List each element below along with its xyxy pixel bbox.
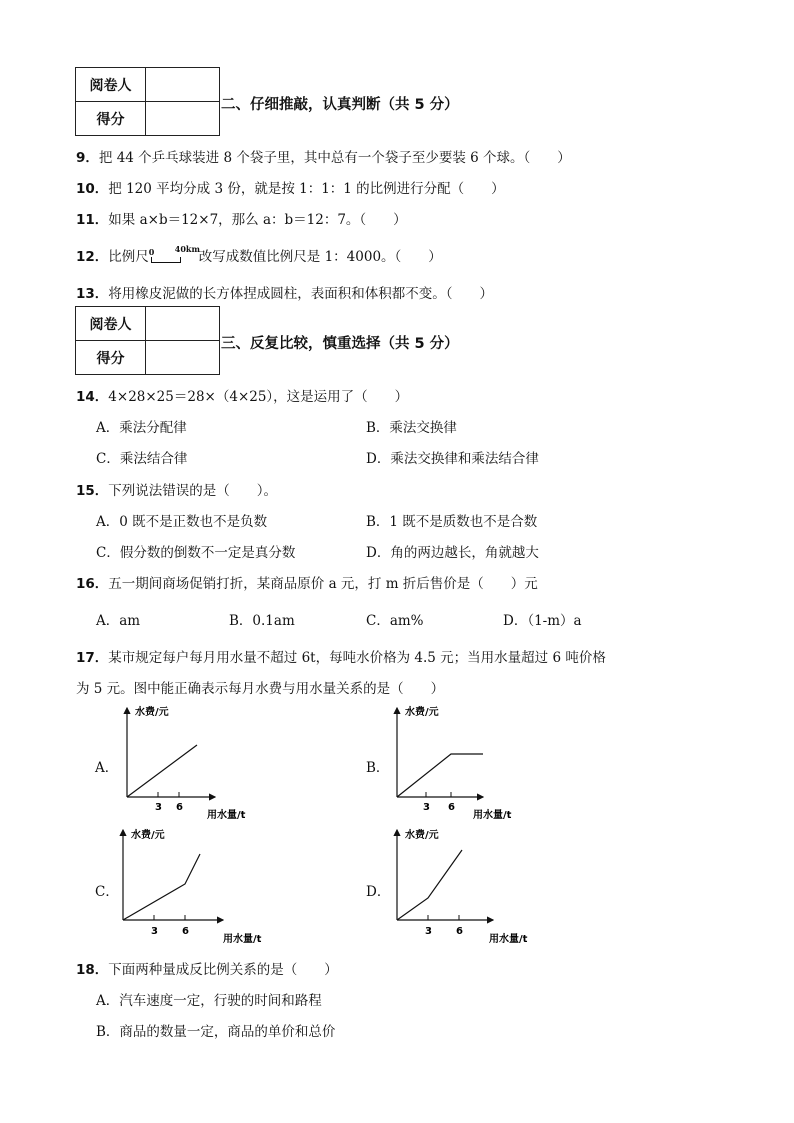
q14-option-b[interactable]: B．乘法交换律 bbox=[366, 420, 457, 436]
q15-option-d[interactable]: D．角的两边越长，角就越大 bbox=[366, 545, 539, 561]
q17-option-d[interactable]: D． bbox=[366, 884, 391, 900]
graph-d-tick-6: 6 bbox=[456, 926, 463, 937]
graph-d[interactable] bbox=[385, 824, 555, 949]
reviewer-cell[interactable] bbox=[146, 68, 220, 102]
score-table-section2 bbox=[75, 67, 220, 136]
graph-b-line bbox=[397, 754, 483, 797]
reviewer-cell[interactable] bbox=[146, 307, 220, 341]
graph-d-line bbox=[397, 850, 462, 920]
graph-d-tick-3: 3 bbox=[425, 926, 432, 937]
score-label: 得分 bbox=[76, 341, 146, 375]
q16-option-d[interactable]: D．（1-m）a bbox=[503, 613, 582, 629]
q14-option-c[interactable]: C．乘法结合律 bbox=[96, 451, 188, 467]
scale-distance: 40km bbox=[174, 243, 200, 254]
reviewer-label: 阅卷人 bbox=[76, 68, 146, 102]
graph-b-ylabel: 水费/元 bbox=[405, 707, 439, 718]
graph-d-xlabel: 用水量/t bbox=[489, 934, 528, 945]
question-10: 10．把 120 平均分成 3 份，就是按 1：1：1 的比例进行分配（ ） bbox=[76, 181, 505, 197]
q17-option-b[interactable]: B． bbox=[366, 760, 390, 776]
graph-a-xlabel: 用水量/t bbox=[207, 810, 246, 821]
graph-a-tick-3: 3 bbox=[155, 802, 162, 813]
q14-option-d[interactable]: D．乘法交换律和乘法结合律 bbox=[366, 451, 539, 467]
graph-a[interactable] bbox=[115, 700, 275, 825]
graph-a-ylabel: 水费/元 bbox=[135, 707, 169, 718]
graph-b-xlabel: 用水量/t bbox=[473, 810, 512, 821]
question-16: 16．五一期间商场促销打折，某商品原价 a 元，打 m 折后售价是（ ）元 bbox=[76, 576, 538, 592]
q16-option-b[interactable]: B．0.1am bbox=[229, 613, 295, 629]
graph-c-line bbox=[123, 854, 200, 920]
graph-c-tick-3: 3 bbox=[151, 926, 158, 937]
reviewer-label: 阅卷人 bbox=[76, 307, 146, 341]
score-cell[interactable] bbox=[146, 102, 220, 136]
scale-bar bbox=[148, 243, 200, 265]
question-18: 18．下面两种量成反比例关系的是（ ） bbox=[76, 962, 338, 978]
graph-b[interactable] bbox=[385, 700, 545, 825]
q14-option-a[interactable]: A．乘法分配律 bbox=[96, 420, 187, 436]
question-12: 12．比例尺 0 40km 改写成数值比例尺是 1：4000。（ ） bbox=[76, 243, 442, 265]
scale-zero: 0 bbox=[148, 246, 155, 257]
graph-a-line bbox=[127, 745, 197, 797]
score-cell[interactable] bbox=[146, 341, 220, 375]
q15-option-c[interactable]: C．假分数的倒数不一定是真分数 bbox=[96, 545, 296, 561]
q18-option-b[interactable]: B．商品的数量一定，商品的单价和总价 bbox=[96, 1024, 336, 1040]
section3-title: 三、反复比较，慎重选择（共 5 分） bbox=[221, 336, 459, 352]
graph-d-ylabel: 水费/元 bbox=[405, 830, 439, 841]
graph-c-ylabel: 水费/元 bbox=[131, 830, 165, 841]
q16-option-a[interactable]: A．am bbox=[96, 613, 141, 629]
question-11: 11．如果 a×b＝12×7，那么 a：b＝12：7。（ ） bbox=[76, 212, 407, 228]
score-table-section3 bbox=[75, 306, 220, 375]
score-label: 得分 bbox=[76, 102, 146, 136]
question-13: 13．将用橡皮泥做的长方体捏成圆柱，表面积和体积都不变。（ ） bbox=[76, 286, 494, 302]
q17-option-c[interactable]: C． bbox=[95, 884, 119, 900]
question-17: 17．某市规定每户每月用水量不超过 6t，每吨水价格为 4.5 元；当用水量超过 6 吨价格 bbox=[76, 650, 606, 666]
q15-option-a[interactable]: A．0 既不是正数也不是负数 bbox=[96, 514, 268, 530]
question-14: 14．4×28×25＝28×（4×25），这是运用了（ ） bbox=[76, 389, 409, 405]
question-15: 15．下列说法错误的是（ ）。 bbox=[76, 483, 278, 499]
graph-b-tick-6: 6 bbox=[448, 802, 455, 813]
q17-option-a[interactable]: A． bbox=[95, 760, 119, 776]
graph-c-xlabel: 用水量/t bbox=[223, 934, 262, 945]
graph-b-tick-3: 3 bbox=[423, 802, 430, 813]
q15-option-b[interactable]: B．1 既不是质数也不是合数 bbox=[366, 514, 538, 530]
q16-option-c[interactable]: C．am% bbox=[366, 613, 424, 629]
q18-option-a[interactable]: A．汽车速度一定，行驶的时间和路程 bbox=[96, 993, 322, 1009]
section2-title: 二、仔细推敲，认真判断（共 5 分） bbox=[221, 97, 459, 113]
graph-c[interactable] bbox=[111, 824, 281, 949]
question-17-line2: 为 5 元。图中能正确表示每月水费与用水量关系的是（ ） bbox=[76, 681, 445, 697]
question-9: 9．把 44 个乒乓球装进 8 个袋子里，其中总有一个袋子至少要装 6 个球。（ ） bbox=[76, 150, 571, 166]
graph-a-tick-6: 6 bbox=[176, 802, 183, 813]
graph-c-tick-6: 6 bbox=[182, 926, 189, 937]
